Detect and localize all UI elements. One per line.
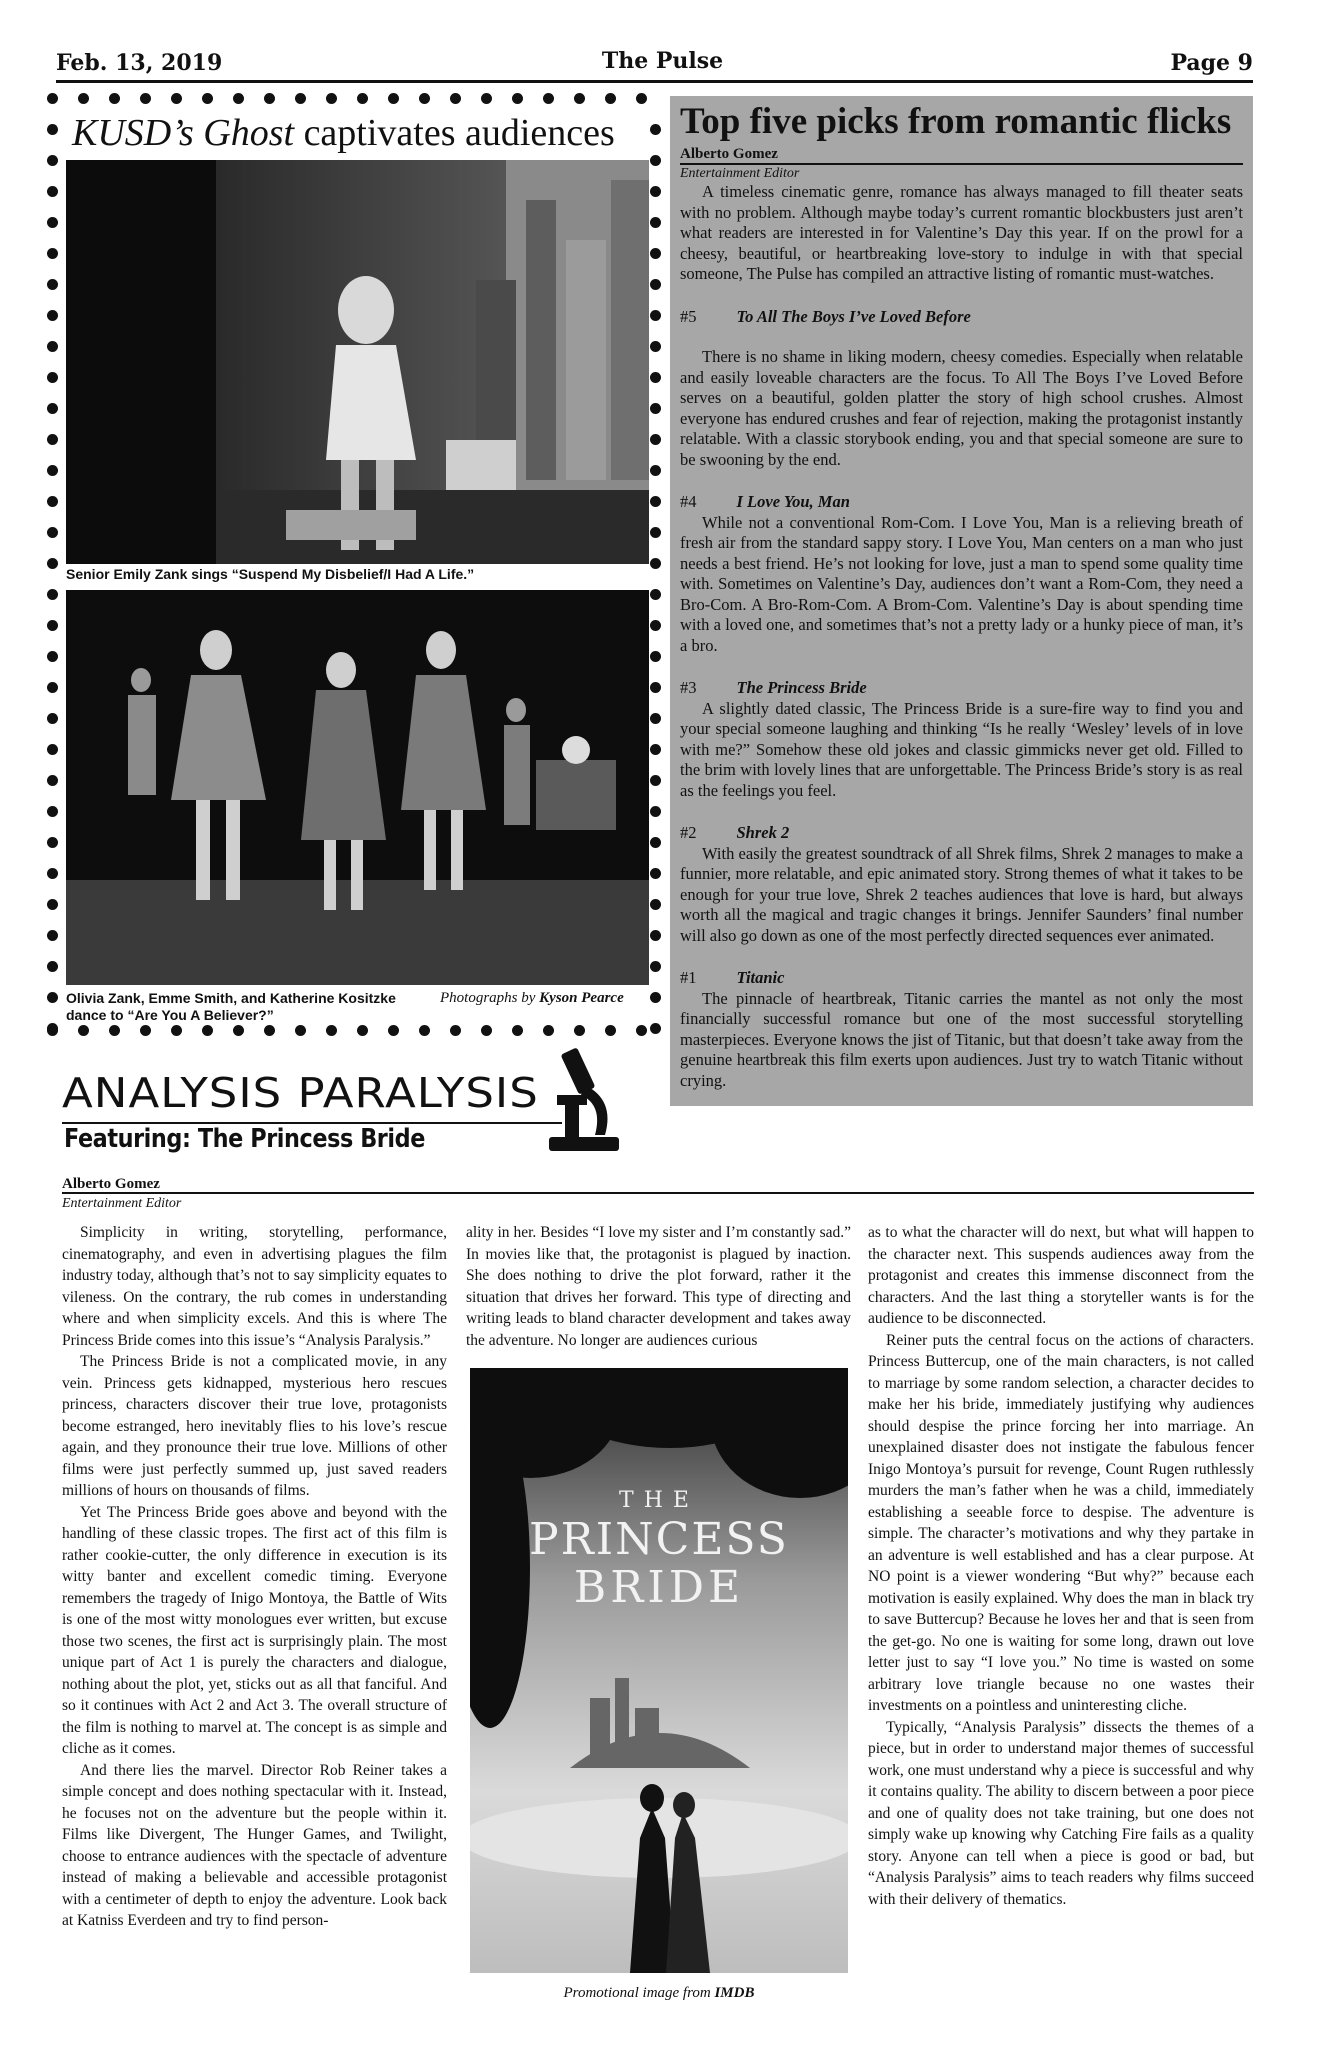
border-dot	[388, 1025, 399, 1036]
border-dot	[47, 248, 58, 259]
border-dot	[450, 93, 461, 104]
analysis-paragraph: Simplicity in writing, storytelling, performance, cinematography, and even in advertising plagues the film industry today, although that’s not to say simplicity equates to vileness. On the contrary, the rub comes in understanding where and when simplicity excels. And this is where The Princess Bride comes into this issue’s “Analysis Paralysis.”	[62, 1224, 447, 1349]
border-dot	[47, 620, 58, 631]
border-dot	[512, 93, 523, 104]
border-dot	[636, 1025, 647, 1036]
ghost-headline	[72, 110, 615, 156]
pick-2-text: With easily the greatest soundtrack of all Shrek films, Shrek 2 manages to make a funnier, more relatable, and epic animated story. Strong themes of what it takes to be enough for your true love, Shrek 2 teaches audiences that love is hard, but always worth all the magical and tragic changes it brings. Jennifer Saunders’ final number will also go down as one of the most perfectly directed sequences ever animated.	[680, 843, 1243, 945]
border-dot	[357, 1025, 368, 1036]
analysis-paragraph: as to what the character will do next, but what will happen to the character next. This suspends audiences away from the protagonist and creates this immense disconnect from the characters. And the last thing a storyteller wants is for the audience to be disconnected.	[868, 1224, 1254, 1327]
border-dot	[202, 1025, 213, 1036]
border-dot	[264, 93, 275, 104]
page-number: Page 9	[1170, 50, 1253, 76]
issue-date: Feb. 13, 2019	[56, 50, 223, 76]
pick-4-text: While not a conventional Rom-Com. I Love You, Man is a relieving breath of fresh air from the standard sappy story. I Love You, Man centers on a man who just needs a best friend. He’s not looking for love, just a man to spend some quality time with. Sometimes on Valentine’s Day, audiences don’t want a Rom-Com, they need a Bro-Com. A Bro-Rom-Com. A Brom-Com. Valentine’s Day is about spending time with a loved one, and sometimes that’s not a pretty lady or a hunky piece of man, it’s a bro.	[680, 512, 1243, 655]
border-dot	[47, 868, 58, 879]
poster-credit-prefix: Promotional image from	[563, 1985, 715, 2001]
pick-3-heading	[680, 678, 1243, 699]
border-dot	[47, 217, 58, 228]
stage-photo-2	[66, 590, 649, 985]
border-dot	[295, 93, 306, 104]
border-dot	[650, 651, 661, 662]
border-dot	[47, 527, 58, 538]
border-dot	[233, 1025, 244, 1036]
ghost-headline-italic: KUSD’s Ghost	[72, 112, 295, 154]
border-dot	[78, 1025, 89, 1036]
border-dot	[650, 868, 661, 879]
border-dot	[650, 930, 661, 941]
border-dot	[326, 1025, 337, 1036]
border-dot	[140, 1025, 151, 1036]
photo-caption-2: Olivia Zank, Emme Smith, and Katherine Kositzke dance to “Are You A Believer?”	[66, 990, 396, 1023]
analysis-featuring: Featuring: The Princess Bride	[64, 1124, 425, 1154]
border-dot	[47, 155, 58, 166]
border-dot	[47, 279, 58, 290]
analysis-column-3	[868, 1222, 1254, 1910]
border-dot	[47, 837, 58, 848]
border-dot	[481, 1025, 492, 1036]
border-dot	[650, 682, 661, 693]
pick-4-heading	[680, 492, 1243, 513]
border-dot	[650, 806, 661, 817]
pick-2-heading	[680, 823, 1243, 844]
pick-3-num: #3	[680, 678, 697, 697]
pick-5-num: #5	[680, 306, 697, 326]
border-dot	[357, 93, 368, 104]
border-dot	[47, 372, 58, 383]
border-dot	[47, 651, 58, 662]
border-dot	[78, 93, 89, 104]
border-dot	[47, 775, 58, 786]
border-dot	[47, 186, 58, 197]
border-dot	[450, 1025, 461, 1036]
border-dot	[47, 682, 58, 693]
analysis-role: Entertainment Editor	[62, 1196, 182, 1211]
border-dot	[650, 992, 661, 1003]
analysis-paragraph: And there lies the marvel. Director Rob Reiner takes a simple concept and does nothing spectacular with it. Instead, he focuses not on the adventure but the people within it. Films like Divergent, The Hunger Games, and Twilight, choose to entrance audiences with the spectacle of adventure instead of making a believable and accessible protagonist with a centimeter of depth to enjoy the adventure. Look back at Katniss Everdeen and try to find person-	[62, 1761, 447, 1929]
border-dot	[650, 558, 661, 569]
border-dot	[481, 93, 492, 104]
princess-bride-poster	[470, 1368, 848, 1973]
analysis-paragraph: Yet The Princess Bride goes above and beyond with the handling of these classic tropes. The first act of this film is rather cookie-cutter, the only difference in execution is its witty banter and excellent comedic timing. Everyone remembers the tragedy of Inigo Montoya, the Battle of Wits is one of the most witty monologues ever written, but excuse those two scenes, the first act is surprisingly plain. The most unique part of Act 1 is purely the characters and dialogue, nothing about the plot, yet, sticks out as all that fanciful. And so it continues with Act 2 and Act 3. The overall structure of the film is nothing to marvel at. The concept is as simple and cliche as it comes.	[62, 1503, 447, 1757]
border-dot	[650, 1023, 661, 1034]
top-picks-byline: Alberto Gomez	[680, 146, 1243, 165]
border-dot	[650, 713, 661, 724]
border-dot	[47, 744, 58, 755]
border-dot	[650, 589, 661, 600]
border-dot	[650, 155, 661, 166]
pick-2-num: #2	[680, 823, 697, 842]
photo-credit	[440, 990, 624, 1007]
border-dot	[650, 124, 661, 135]
stage-photo-1	[66, 160, 649, 564]
border-dot	[650, 403, 661, 414]
analysis-rule	[62, 1192, 1254, 1194]
border-dot	[650, 899, 661, 910]
border-dot	[47, 806, 58, 817]
border-dot	[47, 310, 58, 321]
poster-title-bride: BRIDE	[573, 1562, 745, 1613]
top-picks-headline: Top five picks from romantic flicks	[680, 101, 1232, 142]
border-dot	[233, 93, 244, 104]
border-dot	[109, 1025, 120, 1036]
poster-credit-name: IMDB	[714, 1985, 755, 2001]
border-dot	[605, 1025, 616, 1036]
border-dot	[47, 1023, 58, 1034]
border-dot	[512, 1025, 523, 1036]
border-dot	[574, 93, 585, 104]
border-dot	[650, 341, 661, 352]
border-dot	[47, 403, 58, 414]
border-dot	[47, 465, 58, 476]
border-dot	[574, 1025, 585, 1036]
poster-title-the: THE	[619, 1488, 699, 1513]
border-dot	[543, 93, 554, 104]
border-dot	[47, 558, 58, 569]
border-dot	[650, 496, 661, 507]
border-dot	[326, 93, 337, 104]
top-picks-role: Entertainment Editor	[680, 166, 800, 181]
border-dot	[47, 930, 58, 941]
border-dot	[295, 1025, 306, 1036]
pick-1-heading	[680, 968, 1243, 989]
analysis-logo: ANALYSIS PARALYSIS	[62, 1068, 539, 1117]
pick-5-title: To All The Boys I’ve Loved Before	[736, 306, 971, 326]
border-dot	[650, 248, 661, 259]
analysis-byline: Alberto Gomez	[62, 1176, 160, 1192]
border-dot	[650, 620, 661, 631]
border-dot	[47, 434, 58, 445]
analysis-column-1	[62, 1222, 447, 1932]
border-dot	[419, 1025, 430, 1036]
border-dot	[47, 992, 58, 1003]
poster-credit	[470, 1985, 848, 2002]
photo-credit-prefix: Photographs by	[440, 990, 540, 1006]
analysis-paragraph: Typically, “Analysis Paralysis” dissects the themes of a piece, but in order to understand major themes of successful work, one must understand why a piece is successful and why it contains quality. The ability to discern between a poor piece and one of quality does not take training, but one does not simply wake up knowing why Catching Fire fails as a quality story. Anyone can tell when a piece is good or bad, but “Analysis Paralysis” aims to teach readers why films succeed with their delivery of thematics.	[868, 1718, 1254, 1908]
pick-4-num: #4	[680, 492, 697, 511]
border-dot	[388, 93, 399, 104]
pick-4-title: I Love You, Man	[736, 492, 850, 511]
border-dot	[47, 961, 58, 972]
border-dot	[543, 1025, 554, 1036]
border-dot	[650, 775, 661, 786]
border-dot	[650, 279, 661, 290]
border-dot	[47, 124, 58, 135]
border-dot	[47, 713, 58, 724]
border-dot	[47, 341, 58, 352]
analysis-paragraph: Reiner puts the central focus on the actions of characters. Princess Buttercup, one of the main characters, is not called to marriage by some random selection, a character decides to make her his bride, immediately justifying why audiences should despise the prince forcing her into marriage. An unexplained disaster does not instigate the fabulous fencer Inigo Montoya’s pursuit for revenge, Count Rugen ruthlessly murders the man’s father when he was a child, immediately establishing a seeable force to despise. The adventure is simple. The character’s motivations and why they partake in an adventure is well established and has a clear purpose. At NO point is a viewer wondering “But why?” because each motivation is easily explained. Why does the man in black try to save Buttercup? Because he loves her and that is seen from the get-go. No one is waiting for some long, drawn out love letter just to say “I love you.” No time is wasted on some arbitrary love triangle because no one wastes their investments on a pointless and uninteresting cliche.	[868, 1331, 1254, 1714]
border-dot	[650, 837, 661, 848]
border-dot	[650, 527, 661, 538]
border-dot	[109, 93, 120, 104]
top-picks-box	[670, 96, 1253, 1106]
border-dot	[47, 496, 58, 507]
border-dot	[605, 93, 616, 104]
header-rule	[56, 80, 1253, 83]
border-dot	[47, 93, 58, 104]
border-dot	[140, 93, 151, 104]
pick-2-title: Shrek 2	[736, 823, 790, 842]
border-dot	[650, 961, 661, 972]
border-dot	[47, 899, 58, 910]
pick-5-text: There is no shame in liking modern, cheesy comedies. Especially when relatable and easily loveable characters are the focus. To All The Boys I’ve Loved Before serves on a beautiful, golden platter the story of high school crushes. Almost everyone has endured crushes and fear of rejection, making the protagonist instantly relatable. With a classic storybook ending, you and that special someone are sure to be swooning by the end.	[680, 347, 1243, 469]
border-dot	[202, 93, 213, 104]
pick-1-text: The pinnacle of heartbreak, Titanic carries the mantel as not only the most financially successful romance but one of the most successful storytelling masterpieces. Everyone knows the jist of Titanic, but that doesn’t take away from the genuine heartbreak this film exerts upon audiences. Just try to watch Titanic without crying.	[680, 988, 1243, 1090]
border-dot	[419, 93, 430, 104]
analysis-column-2	[466, 1222, 851, 1351]
pick-3-text: A slightly dated classic, The Princess Bride is a sure-fire way to find you and your special someone laughing and thinking “Is he really ‘Wesley’ levels of in love with me?” Somehow these old jokes and classic gimmicks never get old. Filled to the brim with lovely lines that are unforgettable. The Princess Bride’s story is as real as the feelings you feel.	[680, 698, 1243, 800]
microscope-icon	[545, 1045, 625, 1170]
pick-1-num: #1	[680, 968, 697, 987]
border-dot	[171, 93, 182, 104]
border-dot	[264, 1025, 275, 1036]
pick-5-heading	[680, 307, 1243, 328]
border-dot	[650, 310, 661, 321]
border-dot	[650, 217, 661, 228]
border-dot	[650, 186, 661, 197]
analysis-paragraph: The Princess Bride is not a complicated movie, in any vein. Princess gets kidnapped, mysterious hero rescues princess, characters discover their true love, protagonists become estranged, hero inevitably flies to his love’s rescue again, and they pronounce their true love. Millions of other films were just perfectly summed up, just saved readers millions of hours on thousands of films.	[62, 1353, 447, 1499]
ghost-headline-rest: captivates audiences	[294, 112, 615, 154]
border-dot	[636, 93, 647, 104]
border-dot	[650, 372, 661, 383]
top-picks-intro: A timeless cinematic genre, romance has always managed to fill theater seats with no problem. Although maybe today’s current romantic blockbusters just aren’t what readers are interested in for Valentine’s Day this year. If on the prowl for a cheesy, beautiful, or heartbreaking love-story to indulge in with that special someone, The Pulse has compiled an attractive listing of romantic must-watches.	[680, 182, 1243, 283]
pick-3-title: The Princess Bride	[736, 678, 867, 697]
photo-credit-name: Kyson Pearce	[539, 990, 624, 1006]
border-dot	[47, 589, 58, 600]
analysis-paragraph: ality in her. Besides “I love my sister and I’m constantly sad.” In movies like that, the protagonist is plagued by inaction. She does nothing to drive the plot forward, rather it the situation that drives her forward. This type of directing and writing leads to bland character development and takes away the adventure. No longer are audiences curious	[466, 1224, 851, 1349]
border-dot	[650, 744, 661, 755]
poster-title-princess: PRINCESS	[529, 1514, 789, 1565]
pick-1-title: Titanic	[736, 968, 785, 987]
border-dot	[650, 434, 661, 445]
paper-name: The Pulse	[601, 48, 724, 74]
photo-caption-1: Senior Emily Zank sings “Suspend My Disbelief/I Had A Life.”	[66, 566, 475, 582]
border-dot	[650, 465, 661, 476]
border-dot	[171, 1025, 182, 1036]
